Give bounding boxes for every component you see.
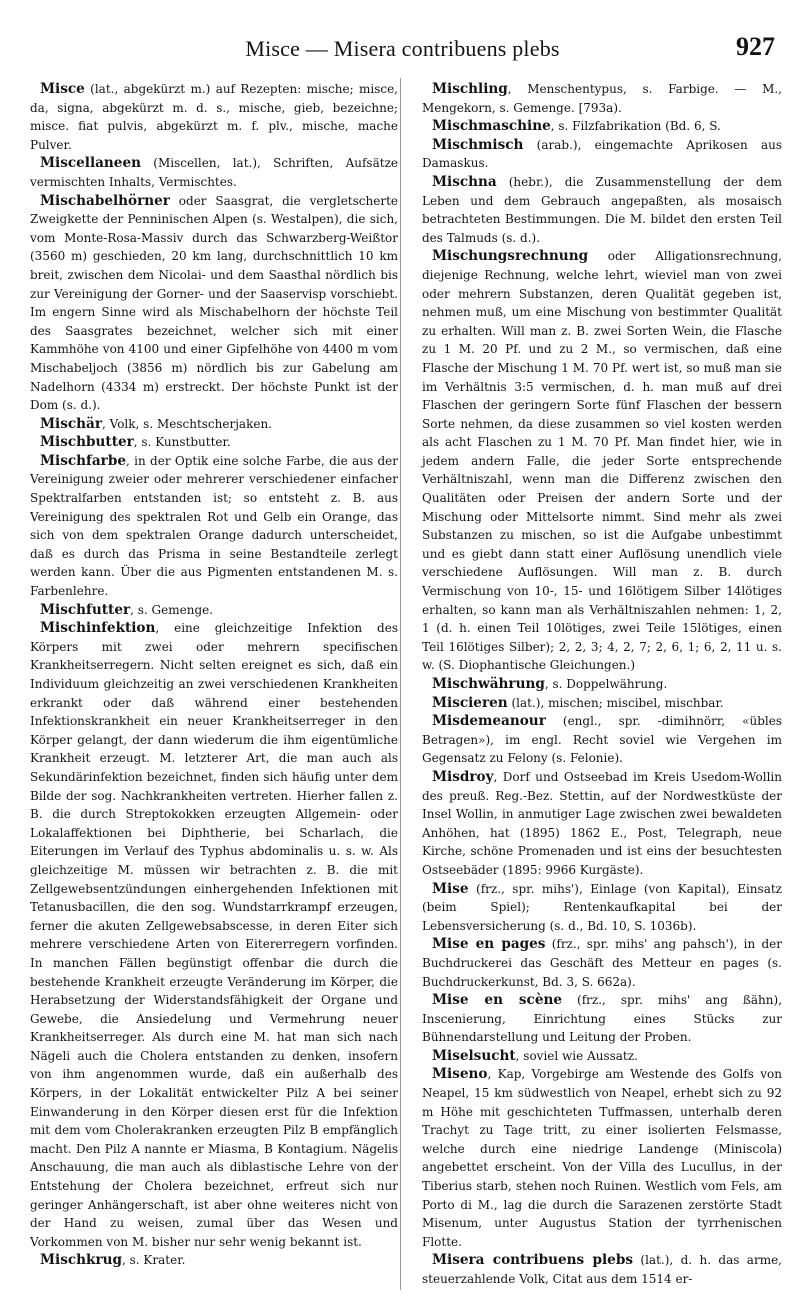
dictionary-entry <box>30 619 398 1251</box>
entry-headword: Miselsucht <box>432 1047 516 1064</box>
entry-text: , s. Gemenge. <box>130 602 214 617</box>
entry-text: , s. Filzfabrikation (Bd. 6, S. <box>550 119 721 134</box>
dictionary-entry <box>422 1251 782 1288</box>
entry-headword: Mise <box>432 880 469 897</box>
entry-text: (engl., spr. -dimihnörr, «übles Betragen»), im engl. Recht soviel wie Vergehen im Gegensatz zu Felony (s. Felonie). <box>422 714 782 766</box>
dictionary-entry <box>422 173 782 247</box>
entry-text: (frz., spr. mihs' ang pahsch'), in der Buchdruckerei das Geschäft des Metteur en pages (s. Buchdruckerkunst, Bd. 3, S. 662a). <box>422 937 782 989</box>
dictionary-entry <box>422 1047 782 1066</box>
dictionary-entry <box>422 768 782 880</box>
dictionary-entry <box>30 192 398 415</box>
entry-text: , Menschentypus, s. Farbige. — M., Mengekorn, s. Gemenge. [793a). <box>422 82 782 115</box>
dictionary-entry <box>422 247 782 675</box>
entry-text: , s. Krater. <box>122 1253 186 1268</box>
left-column <box>30 80 398 1270</box>
dictionary-entry <box>422 675 782 694</box>
dictionary-entry <box>30 154 398 191</box>
right-column <box>422 80 782 1289</box>
entry-text: (lat.), d. h. das arme, steuerzahlende Volk, Citat aus dem 1514 er- <box>422 1253 782 1286</box>
entry-text: (Miscellen, lat.), Schriften, Aufsätze vermischten Inhalts, Vermischtes. <box>30 156 398 189</box>
entry-text: (hebr.), die Zusammenstellung der dem Leben und dem Gebrauch angepaßten, als mosaisch betrachteten Bestimmungen. Die M. bildet den ersten Teil des Talmuds (s. d.). <box>422 174 782 245</box>
entry-headword: Mischmaschine <box>432 118 551 135</box>
entry-text: (lat., abgekürzt m.) auf Rezepten: mische; misce, da, signa, abgekürzt m. d. s., mische, gieb, bezeichne; misce. fiat pulvis, abgekürzt m. f. plv., mische, mache Pulver. <box>30 82 398 152</box>
entry-text: oder Saasgrat, die vergletscherte Zweigkette der Penninischen Alpen (s. Westalpen), die sich, vom Monte-Rosa-Massiv durch das Schwarzberg-Weißtor (3560 m) geschieden, 20 km lang, durchschnittlich 10 km breit, zwischen dem Nicolai- und dem Saasthal nördlich bis zur Vereinigung der Gorner- und der Saaservisp vorschiebt. Im engern Sinne wird als Mischabelhorn der höchste Teil des Saasgrates bezeichnet, welcher sich mit einer Kammhöhe von 4100 und einer Gipfelhöhe von 4400 m vom Mischabeljoch (3856 m) nördlich bis zur Gabelung am Nadelhorn (4334 m) erstreckt. Der höchste Punkt ist der Dom (s. d.). <box>30 193 398 413</box>
entry-text: (arab.), eingemachte Aprikosen aus Damaskus. <box>422 137 782 171</box>
dictionary-entry <box>422 136 782 173</box>
dictionary-entry <box>422 880 782 936</box>
entry-text: , Volk, s. Meschtscherjaken. <box>102 416 272 431</box>
entry-text: , in der Optik eine solche Farbe, die aus der Vereinigung zweier oder mehrerer verschiedener einfacher Spektralfarben entstanden ist; so entsteht z. B. aus Vereinigung des spektralen Rot und Gelb ein Orange, das sich von dem spektralen Orange dadurch unterscheidet, daß es durch das Prisma in seine Bestandteile zerlegt werden kann. Über die aus Pigmenten entstandenen M. s. Farbenlehre. <box>30 453 398 599</box>
entry-headword: Misdroy <box>432 768 494 785</box>
entry-headword: Mise en scène <box>432 992 563 1009</box>
entry-text: , Dorf und Ostseebad im Kreis Usedom-Wollin des preuß. Reg.-Bez. Stettin, auf der Nordwestküste der Insel Wollin, in anmutiger Lage zwischen zwei bewaldeten Anhöhen, hat (1895) 1862 E., Post, Telegraph, neue Kirche, schöne Promenaden und ist eins der besuchtesten Ostseebäder (1895: 9966 Kurgäste). <box>422 769 782 877</box>
page-number: 927 <box>736 32 775 61</box>
dictionary-entry <box>422 712 782 768</box>
entry-headword: Miscellaneen <box>40 155 141 172</box>
entry-headword: Misera contribuens plebs <box>432 1252 633 1269</box>
dictionary-entry <box>30 415 398 434</box>
entry-headword: Mise en pages <box>432 936 546 953</box>
entry-text: , s. Doppelwährung. <box>544 677 668 691</box>
page-header <box>30 30 775 70</box>
entry-headword: Miscieren <box>432 694 508 711</box>
dictionary-entry <box>30 601 398 620</box>
dictionary-entry <box>30 80 398 154</box>
column-divider <box>400 78 401 1290</box>
entry-headword: Mischling <box>432 81 508 97</box>
dictionary-entry <box>422 80 782 117</box>
entry-headword: Mischinfektion <box>40 620 156 637</box>
entry-text: (lat.), mischen; miscibel, mischbar. <box>507 695 724 710</box>
dictionary-entry <box>422 1065 782 1251</box>
dictionary-entry <box>30 433 398 452</box>
entry-text: (frz., spr. mihs' ang ßähn), Inscenierung, Einrichtung eines Stücks zur Bühnendarstellung und Leitung der Proben. <box>422 993 783 1045</box>
entry-headword: Mischwährung <box>432 676 545 692</box>
entry-headword: Mischbutter <box>40 434 134 451</box>
dictionary-entry <box>30 452 398 601</box>
entry-text: , eine gleichzeitige Infektion des Körpers mit zwei oder mehrern specifischen Krankheitserregern. Nicht selten ereignet es sich, daß ein Individuum gleichzeitig an zwei verschiedenen Krankheiten erkrankt oder daß während einer bestehenden Infektionskrankheit ein neuer Krankheitserreger in den Körper gelangt, der dann wiederum die ihm eigentümliche Krankheit erzeugt. M. letzterer Art, die man auch als Sekundärinfektion bezeichnet, finden sich häufig unter dem Bilde der sog. Nachkrankheiten vertreten. Hierher fallen z. B. die durch Streptokokken erzeugten Allgemein- oder Lokalaffektionen bei Diphtherie, bei Scharlach, die Eiterungen im Verlauf des Typhus abdominalis u. s. w. Als gleichzeitige M. müssen wir betrachten z. B. die mit Zellgewebsentzündungen einhergehenden Infektionen mit Tetanusbacillen, die den sog. Wundstarrkrampf erzeugen, ferner die akuten Zellgewebsabscesse, in deren Eiter sich mehrere verschiedene Arten von Eitererregern vorfinden. In manchen Fällen begünstigt offenbar die durch die bestehende Krankheit erzeugte Veränderung im Körper, die Herabsetzung der Widerstandsfähigkeit der Organe und Gewebe, die Ansiedelung und Vermehrung neuer Krankheitserreger. Als durch eine M. hat man sich nach Nägeli auch die Cholera entstanden zu denken, insofern von ihm angenommen wurde, daß ein außerhalb des Körpers, in der Lokalität entwickelter Pilz A bei seiner Einwanderung in den Körper diesen erst für die Infektion mit dem vom Cholerakranken erzeugten Pilz B empfänglich macht. Den Pilz A nannte er Miasma, B Kontagium. Nägelis Anschauung, die man auch als diblastische Lehre von der Entstehung der Cholera bezeichnet, erfreut sich nur geringer Anhängerschaft, ist aber ohne weiteres nicht von der Hand zu weisen, zumal über das Wesen und Vorkommen von M. bisher nur sehr wenig bekannt ist. <box>30 621 398 1249</box>
dictionary-entry <box>30 1251 398 1270</box>
running-title: Misce — Misera contribuens plebs <box>245 36 560 61</box>
dictionary-entry <box>422 935 782 991</box>
entry-text: , Kap, Vorgebirge am Westende des Golfs von Neapel, 15 km südwestlich von Neapel, erhebt sich zu 92 m Höhe mit geschichteten Tuffmassen, unterhalb deren Trachyt zu Tage tritt, zu einer isolierten Felsmasse, welche durch eine niedrige Landenge (Miniscola) angebettet erscheint. Von der Villa des Lucullus, in der Tiberius starb, stehen noch Ruinen. Westlich vom Fels, am Porto di M., lag die durch die Sarazenen zerstörte Stadt Misenum, unter Augustus Station der tyrrhenischen Flotte. <box>422 1067 782 1249</box>
entry-headword: Mischfarbe <box>40 452 126 469</box>
entry-headword: Mischabelhörner <box>40 192 170 209</box>
entry-headword: Miseno <box>432 1066 488 1083</box>
dictionary-entry <box>422 117 782 136</box>
entry-headword: Mischfutter <box>40 601 131 618</box>
entry-text: , soviel wie Aussatz. <box>515 1048 638 1063</box>
entry-headword: Mischungsrechnung <box>432 248 589 265</box>
entry-text: oder Alligationsrechnung, diejenige Rechnung, welche lehrt, wieviel man von zwei oder mehrern Substanzen, deren Qualität gegeben ist, nehmen muß, um eine Mischung von bestimmter Qualität zu erhalten. Will man z. B. zwei Sorten Wein, die Flasche zu 1 M. 20 Pf. und zu 2 M., so vermischen, daß eine Flasche der Mischung 1 M. 70 Pf. wert ist, so muß man sie im Verhältnis 3:5 vermischen, d. h. man muß auf drei Flaschen der geringern Sorte fünf Flaschen der bessern Sorte nehmen, da diese zusammen so viel kosten werden als acht Flaschen zu 1 M. 70 Pf. Man findet hier, wie in jedem andern Falle, die jeder Sorte entsprechende Verhältniszahl, wenn man die Differenz zwischen den Qualitäten oder Preisen der andern Sorte und der Mischung oder Mittelsorte nimmt. Sind mehr als zwei Substanzen zu mischen, so ist die Aufgabe unbestimmt und es giebt dann statt einer Auflösung unendlich viele verschiedene Auflösungen. Will man z. B. durch Vermischung von 10-, 15- und 16lötigem Silber 14lötiges erhalten, so kann man als Verhältniszahlen nehmen: 1, 2, 1 (d. h. einen Teil 10lötiges, zwei Teile 15lötiges, einen Teil 16lötiges Silber); 2, 2, 3; 4, 2, 7; 2, 6, 1; 6, 2, 11 u. s. w. (S. Diophantische Gleichungen.) <box>422 249 782 673</box>
entry-headword: Mischmisch <box>432 136 524 153</box>
entry-headword: Mischna <box>432 173 497 190</box>
dictionary-entry <box>422 991 782 1047</box>
entry-headword: Misdemeanour <box>432 713 546 730</box>
entry-headword: Misce <box>40 81 85 97</box>
entry-headword: Mischkrug <box>40 1252 122 1269</box>
entry-text: , s. Kunstbutter. <box>133 435 231 450</box>
entry-text: (frz., spr. mihs'), Einlage (von Kapital), Einsatz (beim Spiel); Rentenkaufkapital bei der Lebensversicherung (s. d., Bd. 10, S. 1036b). <box>422 881 782 933</box>
dictionary-entry <box>422 694 782 713</box>
entry-headword: Mischär <box>40 415 102 432</box>
